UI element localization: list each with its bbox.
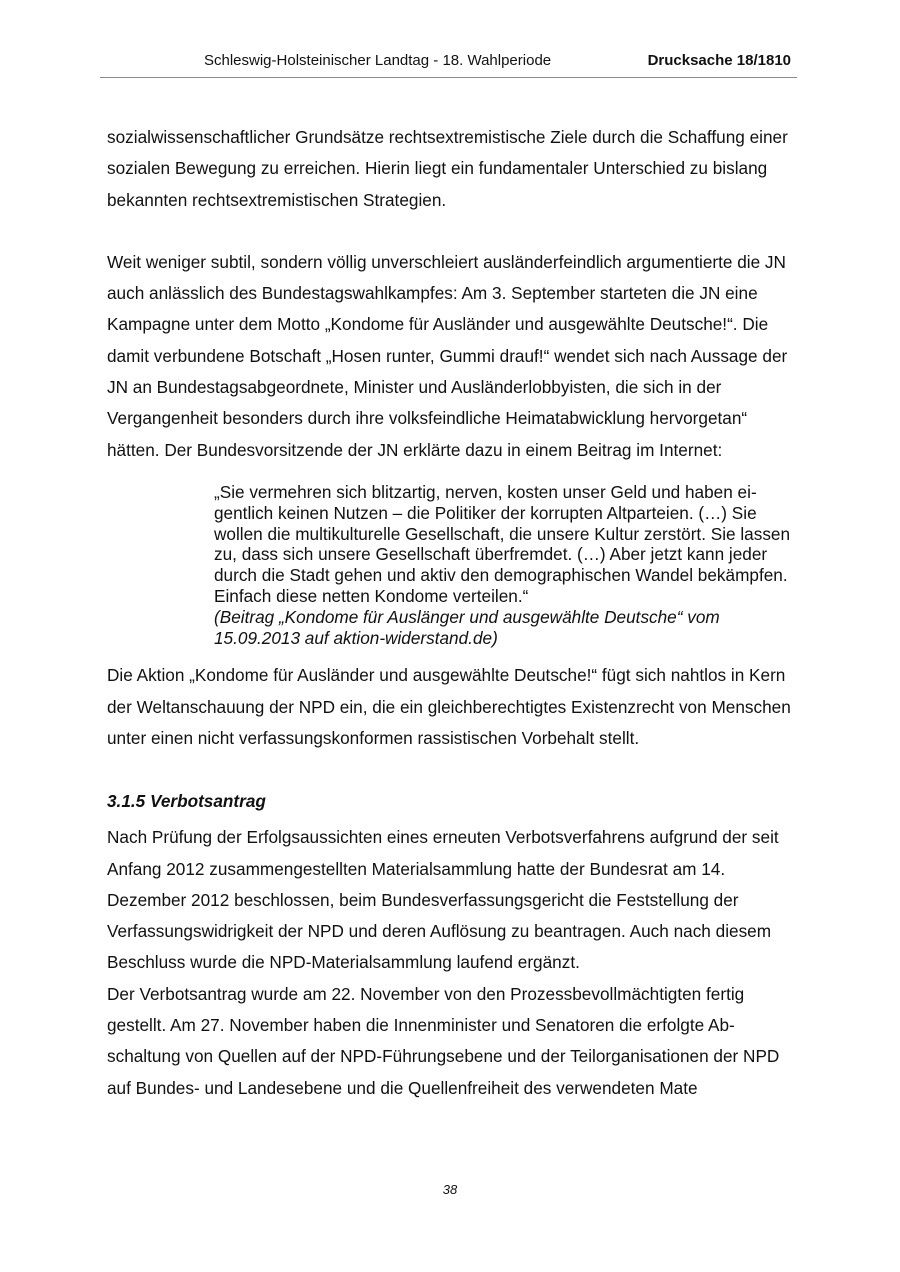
- paragraph-4: Nach Prüfung der Erfolgsaussichten eines erneuten Verbotsverfahrens aufgrund der seit Anfang 2012 zusammengestellten Materialsammlung hatte der Bundesrat am 14. Dezember 2012 beschlossen, beim Bundesverfassungsgericht die Feststellung der Verfassungswidrigkeit der NPD und deren Auflösung zu beantragen. Auch nach diesem Beschluss wurde die NPD-Materialsammlung laufend ergänzt.: [107, 827, 779, 973]
- paragraph-3: Die Aktion „Kondome für Ausländer und ausgewählte Deutsche!“ fügt sich nahtlos in Kern der Weltanschauung der NPD ein, die ein gleichberechtigtes Existenzrecht von Menschen unter einen nicht verfassungskonformen rassistischen Vorbehalt stellt.: [107, 665, 791, 748]
- paragraph-5: Der Verbotsantrag wurde am 22. November von den Prozessbevollmächtigten fertig gestellt. Am 27. November haben die Innenminister und Senatoren die erfolgte Abschaltung von Quellen auf der NPD-Führungsebene und der Teilorganisationen der NPD auf Bundes- und Landesebene und die Quellenfreiheit des verwendeten Mate: [107, 983, 780, 1098]
- section-heading: 3.1.5 Verbotsantrag: [107, 791, 266, 812]
- paragraph-spacer: [107, 216, 797, 247]
- block-quote: [214, 482, 797, 648]
- quote-text: „Sie vermehren sich blitzartig, nerven, kosten unser Geld und haben eigentlich keinen Nutzen – die Politiker der korrupten Altparteien. (…) Sie wollen die multikulturelle Gesellschaft, die unsere Kultur zerstört. Sie lassen zu, dass sich unsere Gesellschaft überfremdet. (…) Aber jetzt kann jeder durch die Stadt gehen und aktiv den demographischen Wandel bekämpfen. Einfach diese netten Kondome verteilen.“: [214, 481, 791, 606]
- document-number: Drucksache 18/1810: [647, 52, 791, 69]
- header-title: Schleswig-Holsteinischer Landtag - 18. Wahlperiode: [204, 52, 552, 69]
- page-header: [100, 52, 797, 78]
- page-number: 38: [442, 1182, 458, 1197]
- page-content: [107, 122, 797, 1104]
- paragraph-1: sozialwissenschaftlicher Grundsätze rechtsextremistische Ziele durch die Schaffung einer sozialen Bewegung zu erreichen. Hierin liegt ein fundamentaler Unterschied zu bislang bekannten rechtsextremistischen Strategien.: [107, 127, 788, 210]
- quote-source: (Beitrag „Kondome für Auslänger und ausgewählte Deutsche“ vom 15.09.2013 auf aktion-widerstand.de): [214, 606, 720, 648]
- paragraph-2: Weit weniger subtil, sondern völlig unverschleiert ausländerfeindlich argumentierte die JN auch anlässlich des Bundestagswahlkampfes: Am 3. September starteten die JN eine Kampagne unter dem Motto „Kondome für Ausländer und ausgewählte Deutsche!“. Die damit verbundene Botschaft „Hosen runter, Gummi drauf!“ wendet sich nach Aussage der JN an Bundestagsabgeordnete, Minister und Ausländerlobbyisten, die sich in der Vergangenheit besonders durch ihre volksfeindliche Heimatabwicklung hervorgetan“ hätten. Der Bundesvorsitzende der JN erklärte dazu in einem Beitrag im Internet:: [107, 251, 788, 460]
